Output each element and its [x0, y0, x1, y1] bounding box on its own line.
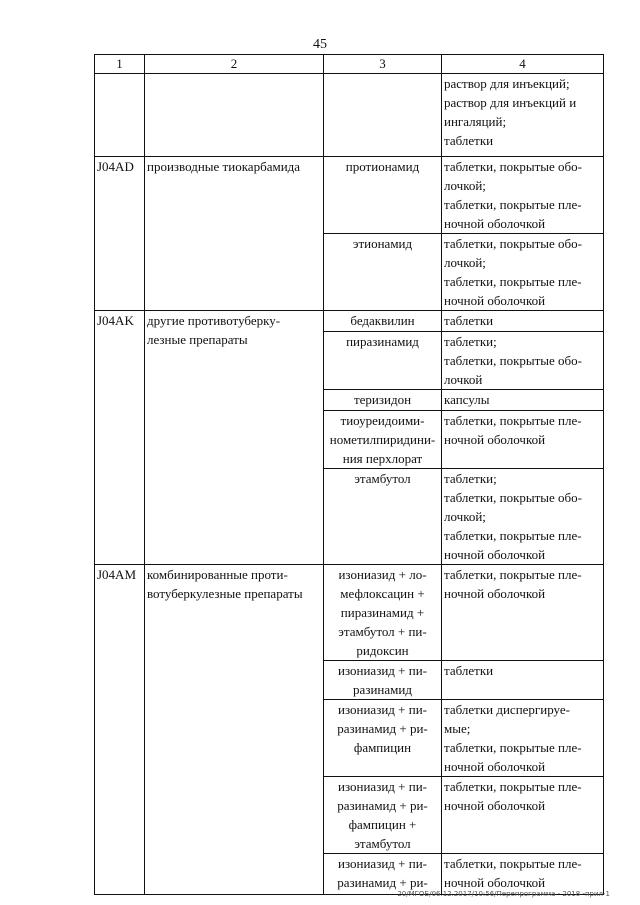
- substance-cell: [324, 332, 442, 390]
- dosage-form-cell: [442, 565, 604, 661]
- dosage-form-cell: [442, 311, 604, 332]
- dosage-form-cell: [442, 332, 604, 390]
- dosage-form-line: капсулы: [444, 392, 490, 407]
- dosage-form-cell: [442, 777, 604, 854]
- substance-cell: [324, 700, 442, 777]
- substance-cell: [324, 661, 442, 700]
- group-name-line: вотуберкулезные препараты: [147, 586, 303, 601]
- substance-line: протионамид: [345, 159, 420, 174]
- substance-line: пиразинамид: [346, 334, 419, 349]
- dosage-form-line: таблетки, покрытые обо-: [444, 353, 582, 368]
- dosage-form-line: таблетки, покрытые пле-: [444, 740, 582, 755]
- dosage-form-cell: [442, 854, 604, 895]
- dosage-form-cell: [442, 469, 604, 565]
- dosage-form-line: таблетки, покрытые обо-: [444, 490, 582, 505]
- dosage-form-line: ночной оболочкой: [444, 586, 546, 601]
- dosage-form-line: ночной оболочкой: [444, 216, 546, 231]
- dosage-form-line: таблетки, покрытые пле-: [444, 528, 582, 543]
- substance-cell: [324, 390, 442, 411]
- dosage-form-line: таблетки;: [444, 334, 497, 349]
- dosage-form-line: ночной оболочкой: [444, 293, 546, 308]
- atc-code-cell: J04AM: [95, 565, 145, 895]
- dosage-form-line: таблетки: [444, 663, 494, 678]
- dosage-form-cell: [442, 390, 604, 411]
- column-header: 2: [145, 55, 324, 74]
- dosage-form-line: лочкой;: [444, 255, 486, 270]
- group-name-cell: [145, 565, 324, 895]
- substance-line: изониазид + пи-: [338, 663, 427, 678]
- substance-cell: [324, 854, 442, 895]
- substance-line: этамбутол + пи-: [338, 624, 427, 639]
- column-header: 1: [95, 55, 145, 74]
- column-header: 4: [442, 55, 604, 74]
- footer-stamp: 20/МГОБ/06.12.2017/10:56/Перепрограмма - 2018 -прил-1: [397, 890, 610, 898]
- substance-cell: [324, 157, 442, 234]
- substance-line: изониазид + пи-: [338, 702, 427, 717]
- dosage-form-line: таблетки, покрытые пле-: [444, 197, 582, 212]
- dosage-form-line: ингаляций;: [444, 114, 507, 129]
- dosage-form-line: таблетки, покрытые обо-: [444, 159, 582, 174]
- substance-line: этамбутол: [354, 836, 411, 851]
- dosage-form-line: ночной оболочкой: [444, 759, 546, 774]
- dosage-form-cell: [442, 411, 604, 469]
- substance-line: изониазид + пи-: [338, 856, 427, 871]
- substance-cell: [324, 74, 442, 157]
- dosage-form-line: лочкой;: [444, 178, 486, 193]
- atc-code-cell: J04AK: [95, 311, 145, 565]
- dosage-form-line: лочкой: [444, 372, 483, 387]
- group-name-cell: [145, 74, 324, 157]
- substance-line: разинамид + ри-: [337, 798, 428, 813]
- atc-code-cell: J04AD: [95, 157, 145, 311]
- drug-table: [94, 54, 604, 895]
- dosage-form-cell: [442, 661, 604, 700]
- dosage-form-cell: [442, 700, 604, 777]
- dosage-form-cell: [442, 157, 604, 234]
- substance-cell: [324, 234, 442, 311]
- group-name-cell: [145, 311, 324, 565]
- dosage-form-line: лочкой;: [444, 509, 486, 524]
- group-name-line: другие противотуберку-: [147, 313, 281, 328]
- dosage-form-line: таблетки: [444, 133, 494, 148]
- substance-line: фампицин +: [348, 817, 417, 832]
- substance-line: мефлоксацин +: [340, 586, 425, 601]
- substance-line: нометилпиридини-: [329, 432, 436, 447]
- group-name-line: производные тиокарбамида: [147, 159, 301, 174]
- dosage-form-line: мые;: [444, 721, 471, 736]
- group-name-line: комбинированные проти-: [147, 567, 288, 582]
- substance-cell: [324, 565, 442, 661]
- substance-line: разинамид + ри-: [337, 875, 428, 890]
- substance-line: теризидон: [353, 392, 412, 407]
- dosage-form-line: ночной оболочкой: [444, 875, 546, 890]
- atc-code-cell: [95, 74, 145, 157]
- table-row: [95, 565, 604, 661]
- substance-cell: [324, 777, 442, 854]
- substance-line: бедаквилин: [350, 313, 415, 328]
- dosage-form-cell: [442, 234, 604, 311]
- dosage-form-line: ночной оболочкой: [444, 547, 546, 562]
- dosage-form-line: таблетки, покрытые пле-: [444, 274, 582, 289]
- substance-cell: [324, 469, 442, 565]
- dosage-form-line: раствор для инъекций и: [444, 95, 577, 110]
- substance-cell: [324, 311, 442, 332]
- dosage-form-line: таблетки, покрытые пле-: [444, 413, 582, 428]
- table-row: [95, 157, 604, 234]
- dosage-form-line: таблетки;: [444, 471, 497, 486]
- dosage-form-line: таблетки, покрытые пле-: [444, 779, 582, 794]
- substance-line: ния перхлорат: [342, 451, 423, 466]
- substance-line: ридоксин: [356, 643, 409, 658]
- dosage-form-cell: [442, 74, 604, 157]
- substance-line: пиразинамид +: [340, 605, 425, 620]
- substance-line: разинамид + ри-: [337, 721, 428, 736]
- page-number: 45: [313, 37, 327, 52]
- substance-line: изониазид + ло-: [338, 567, 427, 582]
- substance-line: тиоуреидоими-: [340, 413, 425, 428]
- dosage-form-line: таблетки, покрытые пле-: [444, 567, 582, 582]
- column-header: 3: [324, 55, 442, 74]
- dosage-form-line: таблетки, покрытые пле-: [444, 856, 582, 871]
- substance-line: этионамид: [352, 236, 413, 251]
- table-row: [95, 74, 604, 157]
- substance-line: этамбутол: [354, 471, 411, 486]
- dosage-form-line: таблетки: [444, 313, 494, 328]
- substance-line: разинамид: [353, 682, 412, 697]
- header-row: [95, 55, 604, 74]
- substance-cell: [324, 411, 442, 469]
- table-row: [95, 311, 604, 332]
- dosage-form-line: ночной оболочкой: [444, 432, 546, 447]
- dosage-form-line: таблетки, покрытые обо-: [444, 236, 582, 251]
- substance-line: фампицин: [353, 740, 412, 755]
- dosage-form-line: таблетки диспергируе-: [444, 702, 570, 717]
- dosage-form-line: ночной оболочкой: [444, 798, 546, 813]
- substance-line: изониазид + пи-: [338, 779, 427, 794]
- group-name-line: лезные препараты: [147, 332, 248, 347]
- dosage-form-line: раствор для инъекций;: [444, 76, 570, 91]
- group-name-cell: [145, 157, 324, 311]
